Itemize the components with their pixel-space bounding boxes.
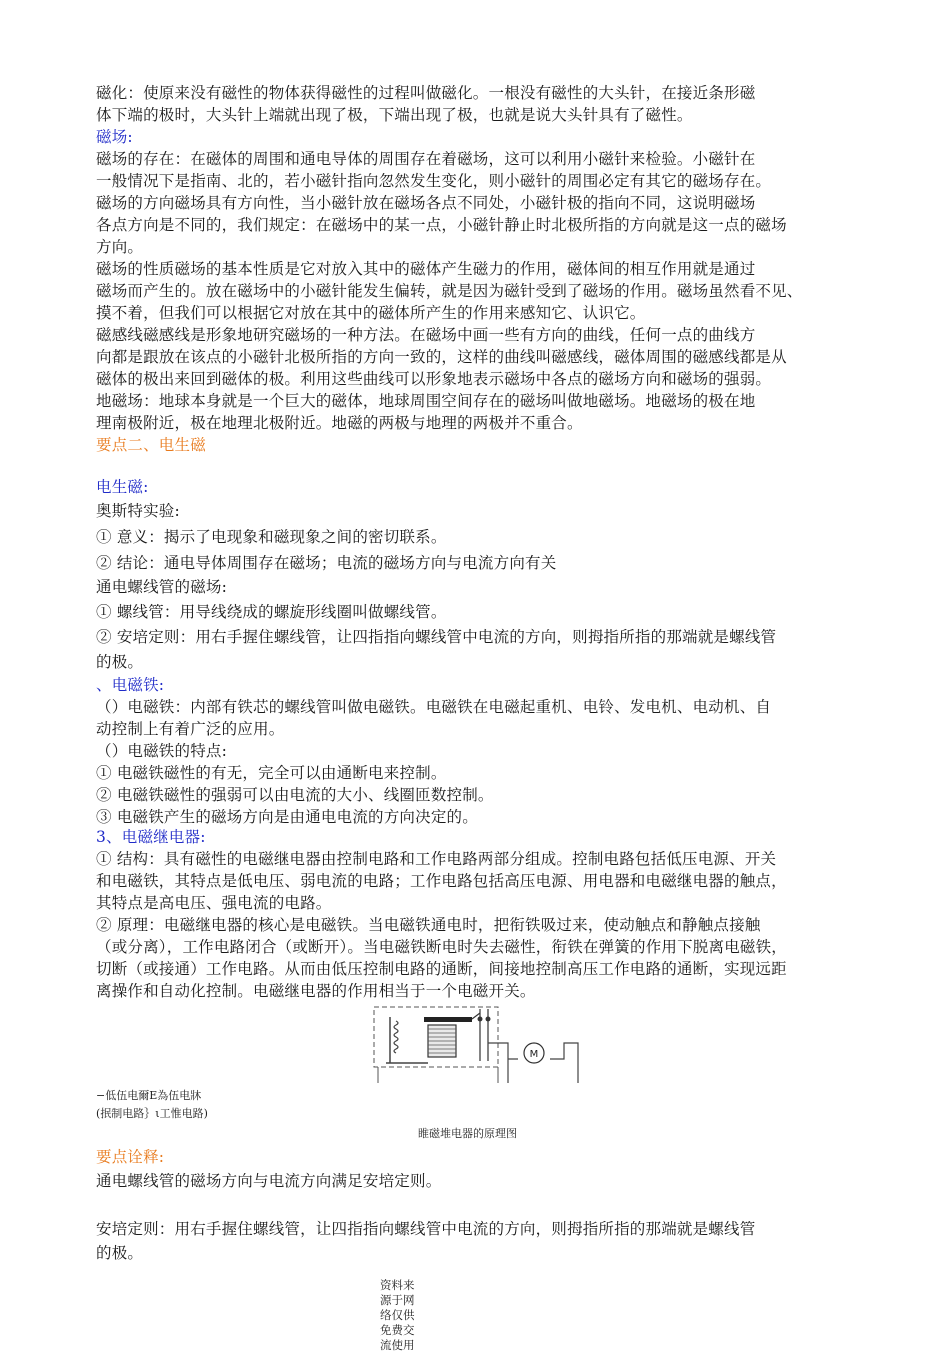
text-line: 要点诠释: <box>96 1148 165 1166</box>
text-line: （）电磁铁的特点: <box>96 742 228 760</box>
text-line: 磁场的性质磁场的基本性质是它对放入其中的磁体产生磁力的作用，磁体间的相互作用就是通过 <box>96 260 756 278</box>
text-line: 和电磁铁，其特点是低电压、弱电流的电路；工作电路包括高压电源、用电器和电磁继电器的触点， <box>96 872 787 890</box>
text-line: 切断（或接通）工作电路。从而由低压控制电路的通断，间接地控制高压工作电路的通断，实现远距 <box>96 960 787 978</box>
control-circuit-wire <box>378 1067 498 1083</box>
text-line: 、电磁铁: <box>96 676 165 694</box>
contact-point <box>478 1017 483 1022</box>
text-line: 通电螺线管的磁场: <box>96 578 228 596</box>
text-line: 动控制上有着广泛的应用。 <box>96 720 285 738</box>
coil-stand <box>386 1017 428 1063</box>
text-line: 体下端的极时，大头针上端就出现了极，下端出现了极，也就是说大头针具有了磁性。 <box>96 106 693 124</box>
text-line: 的极。 <box>96 653 144 671</box>
text-line: 摸不着，但我们可以根据它对放在其中的磁体所产生的作用来感知它、认识它。 <box>96 304 646 322</box>
spring-icon <box>394 1021 398 1053</box>
text-line: ② 原理：电磁继电器的核心是电磁铁。当电磁铁通电时，把衔铁吸过来，使动触点和静触点接触 <box>96 916 761 934</box>
text-line: 磁体的极出来回到磁体的极。利用这些曲线可以形象地表示磁场中各点的磁场方向和磁场的强弱。 <box>96 370 772 388</box>
contact-point <box>486 1017 491 1022</box>
text-line: 向都是跟放在该点的小磁针北极所指的方向一致的，这样的曲线叫磁感线，磁体周围的磁感线都是从 <box>96 348 787 366</box>
text-line: 要点二、电生磁 <box>96 436 206 454</box>
text-line: ① 结构：具有磁性的电磁继电器由控制电路和工作电路两部分组成。控制电路包括低压电源、开关 <box>96 850 777 868</box>
text-line: 安培定则：用右手握住螺线管，让四指指向螺线管中电流的方向，则拇指所指的那端就是螺线管 <box>96 1220 756 1238</box>
text-line: 的极。 <box>96 1244 144 1262</box>
text-line: 磁感线磁感线是形象地研究磁场的一种方法。在磁场中画一些有方向的曲线，任何一点的曲线方 <box>96 326 756 344</box>
text-line: ① 螺线管：用导线绕成的螺旋形线圈叫做螺线管。 <box>96 603 447 621</box>
text-line: 电生磁: <box>96 478 149 496</box>
text-line: 各点方向是不同的，我们规定：在磁场中的某一点，小磁针静止时北极所指的方向就是这一点的磁场 <box>96 216 787 234</box>
text-line: 磁场的方向磁场具有方向性，当小磁针放在磁场各点不同处，小磁针极的指向不同，这说明磁场 <box>96 194 756 212</box>
armature <box>424 1017 472 1022</box>
text-line: 磁化：使原来没有磁性的物体获得磁性的过程叫做磁化。一根没有磁性的大头针，在接近条形磁 <box>96 84 756 102</box>
text-line: ② 电磁铁磁性的强弱可以由电流的大小、线圈匝数控制。 <box>96 786 494 804</box>
text-line: ③ 电磁铁产生的磁场方向是由通电电流的方向决定的。 <box>96 808 478 826</box>
text-line: 磁场而产生的。放在磁场中的小磁针能发生偏转，就是因为磁针受到了磁场的作用。磁场虽然看不见、 <box>96 282 803 300</box>
figure-label-left-2: (抿制电路｝ι工惟电路) <box>96 1107 208 1120</box>
text-line: 一般情况下是指南、北的，若小磁针指向忽然发生变化，则小磁针的周围必定有其它的磁场存在。 <box>96 172 772 190</box>
motor-symbol: M <box>529 1049 539 1060</box>
relay-diagram <box>368 1003 588 1087</box>
text-line: 3、电磁继电器: <box>96 828 206 846</box>
text-line: （）电磁铁：内部有铁芯的螺线管叫做电磁铁。电磁铁在电磁起重机、电铃、发电机、电动机、自 <box>96 698 772 716</box>
text-line: 磁场: <box>96 128 133 146</box>
text-line: ① 电磁铁磁性的有无，完全可以由通断电来控制。 <box>96 764 447 782</box>
footer-note: 资料来源于网络仅供免费交流使用 <box>380 1278 415 1352</box>
text-line: 地磁场：地球本身就是一个巨大的磁体，地球周围空间存在的磁场叫做地磁场。地磁场的极在地 <box>96 392 756 410</box>
text-line: ② 结论：通电导体周围存在磁场；电流的磁场方向与电流方向有关 <box>96 554 557 572</box>
text-line: 离操作和自动化控制。电磁继电器的作用相当于一个电磁开关。 <box>96 982 536 1000</box>
text-line: 其特点是高电压、强电流的电路。 <box>96 894 332 912</box>
text-line: 方向。 <box>96 238 144 256</box>
text-line: 磁场的存在：在磁体的周围和通电导体的周围存在着磁场，这可以利用小磁针来检验。小磁针在 <box>96 150 756 168</box>
figure-label-left-1: −低伍电爾E為伍电牀 <box>96 1089 202 1102</box>
text-line: 奥斯特实验: <box>96 502 180 520</box>
text-line: 通电螺线管的磁场方向与电流方向满足安培定则。 <box>96 1172 442 1190</box>
figure-caption: 睢磁堆电器的原理图 <box>418 1127 517 1140</box>
text-line: （或分离），工作电路闭合（或断开）。当电磁铁断电时失去磁性，衔铁在弹簧的作用下脱离电磁铁， <box>96 938 788 956</box>
text-line: 理南极附近，极在地理北极附近。地磁的两极与地理的两极并不重合。 <box>96 414 583 432</box>
text-line: ① 意义：揭示了电现象和磁现象之间的密切联系。 <box>96 528 447 546</box>
text-line: ② 安培定则：用右手握住螺线管，让四指指向螺线管中电流的方向，则拇指所指的那端就是螺线管 <box>96 628 777 646</box>
